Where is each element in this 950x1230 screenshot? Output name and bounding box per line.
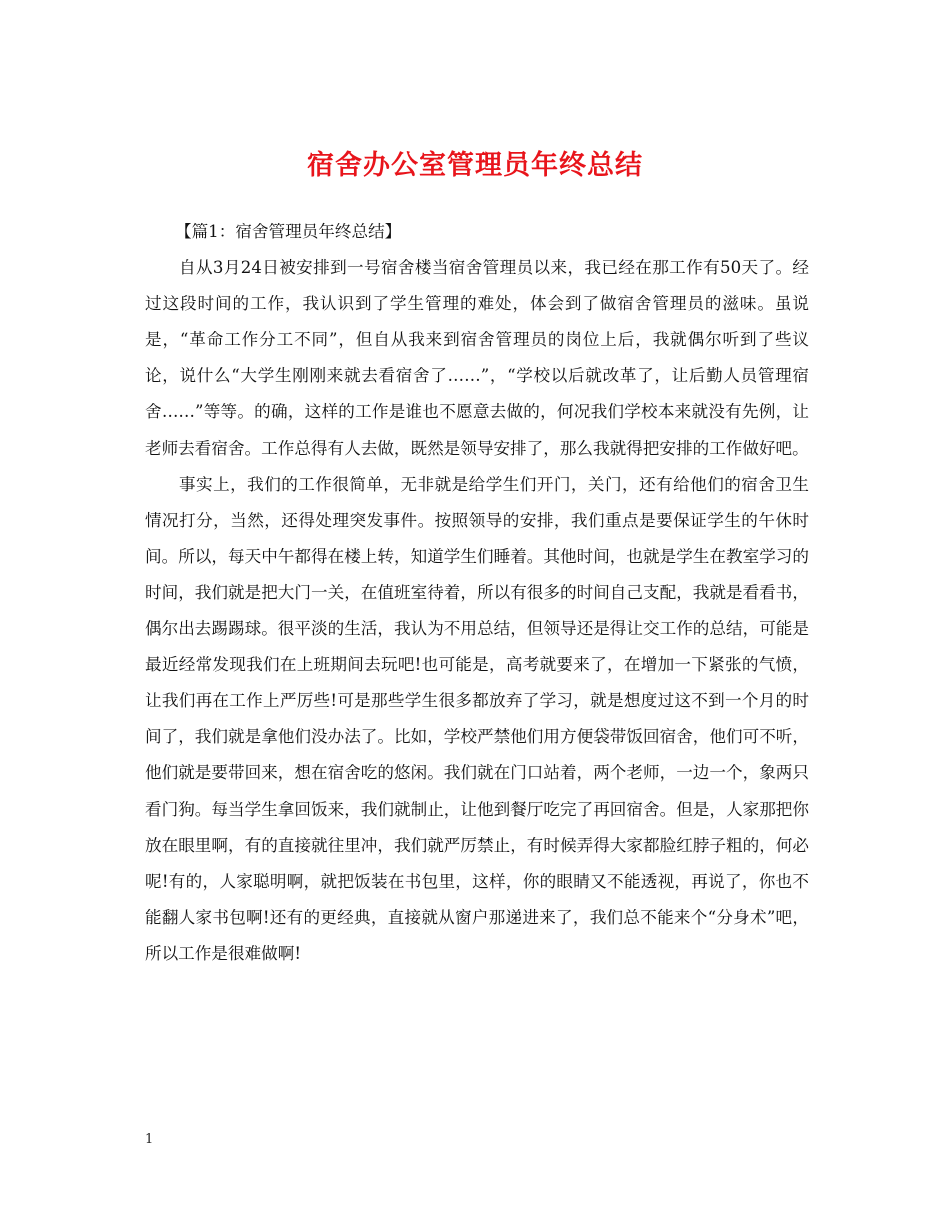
document-body: [145, 214, 809, 972]
paragraph-2: 事实上，我们的工作很简单，无非就是给学生们开门，关门，还有给他们的宿舍卫生情况打分，当然，还得处理突发事件。按照领导的安排，我们重点是要保证学生的午休时间。所以，每天中午都得在楼上转，知道学生们睡着。其他时间，也就是学生在教室学习的时间，我们就是把大门一关，在值班室待着，所以有很多的时间自己支配，我就是看看书，偶尔出去踢踢球。很平淡的生活，我认为不用总结，但领导还是得让交工作的总结，可能是最近经常发现我们在上班期间去玩吧!也可能是，高考就要来了，在增加一下紧张的气愤，让我们再在工作上严厉些!可是那些学生很多都放弃了学习，就是想度过这不到一个月的时间了，我们就是拿他们没办法了。比如，学校严禁他们用方便袋带饭回宿舍，他们可不听，他们就是要带回来，想在宿舍吃的悠闲。我们就在门口站着，两个老师，一边一个，象两只看门狗。每当学生拿回饭来，我们就制止，让他到餐厅吃完了再回宿舍。但是，人家那把你放在眼里啊，有的直接就往里冲，我们就严厉禁止，有时候弄得大家都脸红脖子粗的，何必呢!有的，人家聪明啊，就把饭装在书包里，这样，你的眼睛又不能透视，再说了，你也不能翻人家书包啊!还有的更经典，直接就从窗户那递进来了，我们总不能来个“分身术”吧，所以工作是很难做啊!: [145, 474, 809, 963]
page-number: 1: [145, 1132, 154, 1147]
section-heading: 【篇1：宿舍管理员年终总结】: [175, 222, 402, 241]
document-title: 宿舍办公室管理员年终总结: [307, 150, 643, 181]
paragraph-1: 自从3月24日被安排到一号宿舍楼当宿舍管理员以来，我已经在那工作有50天了。经过这段时间的工作，我认识到了学生管理的难处，体会到了做宿舍管理员的滋味。虽说是，“革命工作分工不同”，但自从我来到宿舍管理员的岗位上后，我就偶尔听到了些议论，说什么“大学生刚刚来就去看宿舍了……”，“学校以后就改革了，让后勤人员管理宿舍……”等等。的确，这样的工作是谁也不愿意去做的，何况我们学校本来就没有先例，让老师去看宿舍。工作总得有人去做，既然是领导安排了，那么我就得把安排的工作做好吧。: [145, 258, 809, 458]
